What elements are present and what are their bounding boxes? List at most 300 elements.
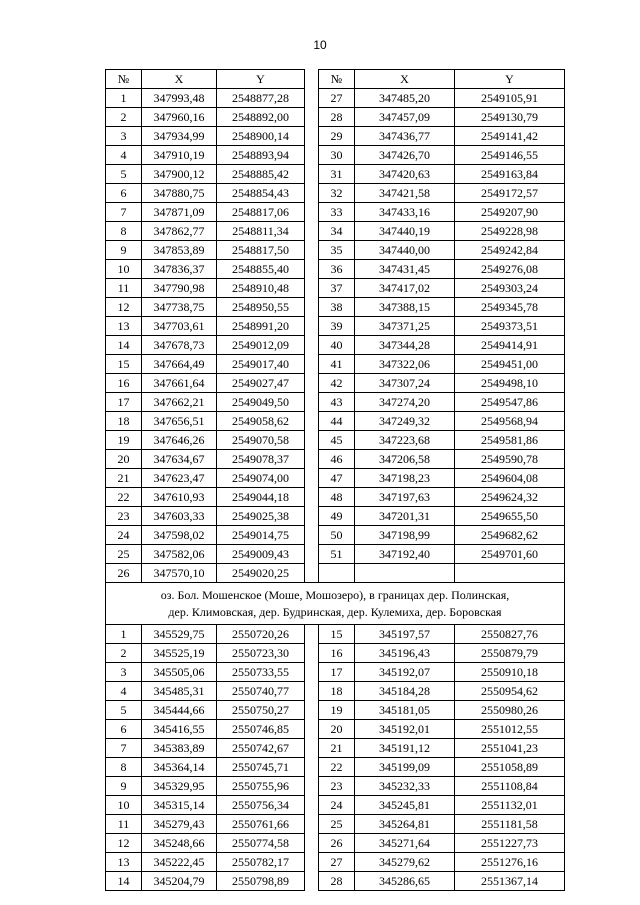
x-coordinate-left: 347634,67 <box>142 450 217 469</box>
x-coordinate-right: 345232,33 <box>355 777 455 796</box>
x-coordinate-left: 347853,89 <box>142 241 217 260</box>
y-coordinate-left: 2549017,40 <box>217 355 305 374</box>
table-row <box>106 469 565 488</box>
x-coordinate-left: 347610,93 <box>142 488 217 507</box>
table-header-row <box>106 70 565 89</box>
column-gap <box>305 70 319 89</box>
y-coordinate-left: 2550774,58 <box>217 834 305 853</box>
y-coordinate-right: 2549568,94 <box>455 412 565 431</box>
x-coordinate-left: 347910,19 <box>142 146 217 165</box>
point-number-right: 17 <box>319 663 355 682</box>
column-gap <box>305 108 319 127</box>
x-coordinate-right: 347485,20 <box>355 89 455 108</box>
x-coordinate-right: 345191,12 <box>355 739 455 758</box>
table-row <box>106 872 565 891</box>
point-number-right: 30 <box>319 146 355 165</box>
table-row <box>106 488 565 507</box>
y-coordinate-right: 2551108,84 <box>455 777 565 796</box>
y-coordinate-left: 2549020,25 <box>217 564 305 583</box>
x-coordinate-right: 345264,81 <box>355 815 455 834</box>
point-number-right: 27 <box>319 89 355 108</box>
y-coordinate-left: 2548950,55 <box>217 298 305 317</box>
point-number-left: 6 <box>106 720 142 739</box>
column-gap <box>305 184 319 203</box>
x-coordinate-right: 347436,77 <box>355 127 455 146</box>
y-coordinate-right: 2550954,62 <box>455 682 565 701</box>
y-coordinate-left: 2550746,85 <box>217 720 305 739</box>
table-row <box>106 739 565 758</box>
y-coordinate-left: 2550756,34 <box>217 796 305 815</box>
table-row <box>106 526 565 545</box>
point-number-left: 23 <box>106 507 142 526</box>
point-number-left: 3 <box>106 127 142 146</box>
point-number-left: 9 <box>106 241 142 260</box>
header-x-left: X <box>142 70 217 89</box>
point-number-right: 19 <box>319 701 355 720</box>
x-coordinate-left: 345279,43 <box>142 815 217 834</box>
y-coordinate-right: 2549207,90 <box>455 203 565 222</box>
point-number-left: 11 <box>106 279 142 298</box>
table-row <box>106 682 565 701</box>
x-coordinate-left: 347880,75 <box>142 184 217 203</box>
x-coordinate-right: 347440,00 <box>355 241 455 260</box>
x-coordinate-left: 345248,66 <box>142 834 217 853</box>
point-number-left: 21 <box>106 469 142 488</box>
y-coordinate-right: 2549414,91 <box>455 336 565 355</box>
point-number-right: 20 <box>319 720 355 739</box>
x-coordinate-left: 345525,19 <box>142 644 217 663</box>
y-coordinate-right: 2549242,84 <box>455 241 565 260</box>
y-coordinate-right: 2549451,00 <box>455 355 565 374</box>
point-number-right: 39 <box>319 317 355 336</box>
table-row <box>106 507 565 526</box>
point-number-right: 16 <box>319 644 355 663</box>
y-coordinate-left: 2548892,00 <box>217 108 305 127</box>
table-row <box>106 146 565 165</box>
point-number-left: 16 <box>106 374 142 393</box>
table-row <box>106 545 565 564</box>
x-coordinate-left: 345364,14 <box>142 758 217 777</box>
x-coordinate-right: 347223,68 <box>355 431 455 450</box>
y-coordinate-left: 2548900,14 <box>217 127 305 146</box>
x-coordinate-left: 347598,02 <box>142 526 217 545</box>
y-coordinate-left: 2550761,66 <box>217 815 305 834</box>
column-gap <box>305 165 319 184</box>
x-coordinate-right: 345197,57 <box>355 625 455 644</box>
point-number-left: 8 <box>106 222 142 241</box>
table-row <box>106 222 565 241</box>
point-number-left: 25 <box>106 545 142 564</box>
point-number-right: 22 <box>319 758 355 777</box>
x-coordinate-right: 347249,32 <box>355 412 455 431</box>
y-coordinate-left: 2550745,71 <box>217 758 305 777</box>
table-row <box>106 355 565 374</box>
y-coordinate-left: 2548855,40 <box>217 260 305 279</box>
point-number-left: 22 <box>106 488 142 507</box>
x-coordinate-left: 347570,10 <box>142 564 217 583</box>
x-coordinate-right: 345184,28 <box>355 682 455 701</box>
column-gap <box>305 298 319 317</box>
x-coordinate-right: 347420,63 <box>355 165 455 184</box>
x-coordinate-right: 347322,06 <box>355 355 455 374</box>
y-coordinate-left: 2549009,43 <box>217 545 305 564</box>
table-row <box>106 564 565 583</box>
column-gap <box>305 682 319 701</box>
table-row <box>106 834 565 853</box>
point-number-right: 27 <box>319 853 355 872</box>
y-coordinate-left: 2548811,34 <box>217 222 305 241</box>
table-row <box>106 625 565 644</box>
header-num-left: № <box>106 70 142 89</box>
table-row <box>106 127 565 146</box>
x-coordinate-right: 347417,02 <box>355 279 455 298</box>
x-coordinate-right: 345196,43 <box>355 644 455 663</box>
column-gap <box>305 777 319 796</box>
point-number-left: 6 <box>106 184 142 203</box>
point-number-left: 17 <box>106 393 142 412</box>
column-gap <box>305 260 319 279</box>
x-coordinate-left: 347662,21 <box>142 393 217 412</box>
table1-body <box>106 89 565 583</box>
x-coordinate-left: 347664,49 <box>142 355 217 374</box>
point-number-left: 7 <box>106 203 142 222</box>
column-gap <box>305 450 319 469</box>
point-number-left: 10 <box>106 796 142 815</box>
x-coordinate-right: 347388,15 <box>355 298 455 317</box>
table-row <box>106 815 565 834</box>
point-number-right: 15 <box>319 625 355 644</box>
header-num-right: № <box>319 70 355 89</box>
point-number-right: 47 <box>319 469 355 488</box>
point-number-left: 18 <box>106 412 142 431</box>
page-number: 10 <box>313 38 327 52</box>
y-coordinate-right: 2549146,55 <box>455 146 565 165</box>
column-gap <box>305 469 319 488</box>
y-coordinate-left: 2548854,43 <box>217 184 305 203</box>
x-coordinate-left: 345444,66 <box>142 701 217 720</box>
x-coordinate-left: 347603,33 <box>142 507 217 526</box>
point-number-right: 28 <box>319 108 355 127</box>
table-row <box>106 853 565 872</box>
y-coordinate-right: 2551181,58 <box>455 815 565 834</box>
point-number-left: 26 <box>106 564 142 583</box>
y-coordinate-right: 2550827,76 <box>455 625 565 644</box>
point-number-right: 40 <box>319 336 355 355</box>
point-number-left: 2 <box>106 644 142 663</box>
point-number-left: 14 <box>106 872 142 891</box>
point-number-right: 41 <box>319 355 355 374</box>
y-coordinate-left: 2550720,26 <box>217 625 305 644</box>
y-coordinate-right: 2551367,14 <box>455 872 565 891</box>
y-coordinate-right: 2549276,08 <box>455 260 565 279</box>
y-coordinate-left: 2550755,96 <box>217 777 305 796</box>
y-coordinate-left: 2550723,30 <box>217 644 305 663</box>
point-number-left: 24 <box>106 526 142 545</box>
point-number-left: 12 <box>106 298 142 317</box>
column-gap <box>305 758 319 777</box>
y-coordinate-right: 2551041,23 <box>455 739 565 758</box>
y-coordinate-left: 2548910,48 <box>217 279 305 298</box>
point-number-left: 3 <box>106 663 142 682</box>
x-coordinate-left: 347960,16 <box>142 108 217 127</box>
y-coordinate-left: 2549014,75 <box>217 526 305 545</box>
point-number-right: 34 <box>319 222 355 241</box>
point-number-right: 25 <box>319 815 355 834</box>
x-coordinate-right: 347197,63 <box>355 488 455 507</box>
y-coordinate-right <box>455 564 565 583</box>
y-coordinate-right: 2549105,91 <box>455 89 565 108</box>
point-number-left: 9 <box>106 777 142 796</box>
point-number-right: 28 <box>319 872 355 891</box>
x-coordinate-right: 347274,20 <box>355 393 455 412</box>
y-coordinate-right: 2551012,55 <box>455 720 565 739</box>
table-row <box>106 796 565 815</box>
y-coordinate-right: 2549130,79 <box>455 108 565 127</box>
column-gap <box>305 507 319 526</box>
x-coordinate-left: 347790,98 <box>142 279 217 298</box>
y-coordinate-right: 2550910,18 <box>455 663 565 682</box>
y-coordinate-left: 2548893,94 <box>217 146 305 165</box>
column-gap <box>305 374 319 393</box>
point-number-left: 13 <box>106 317 142 336</box>
x-coordinate-left: 347900,12 <box>142 165 217 184</box>
x-coordinate-right: 345192,07 <box>355 663 455 682</box>
point-number-left: 20 <box>106 450 142 469</box>
x-coordinate-left: 345505,06 <box>142 663 217 682</box>
y-coordinate-right: 2549345,78 <box>455 298 565 317</box>
point-number-right: 46 <box>319 450 355 469</box>
x-coordinate-left: 345383,89 <box>142 739 217 758</box>
x-coordinate-left: 347646,26 <box>142 431 217 450</box>
table-row <box>106 317 565 336</box>
column-gap <box>305 739 319 758</box>
column-gap <box>305 222 319 241</box>
point-number-right: 37 <box>319 279 355 298</box>
y-coordinate-left: 2549012,09 <box>217 336 305 355</box>
y-coordinate-right: 2549581,86 <box>455 431 565 450</box>
point-number-right: 31 <box>319 165 355 184</box>
y-coordinate-left: 2549027,47 <box>217 374 305 393</box>
x-coordinate-right: 347421,58 <box>355 184 455 203</box>
table-row <box>106 165 565 184</box>
table-row <box>106 298 565 317</box>
x-coordinate-right: 347198,99 <box>355 526 455 545</box>
column-gap <box>305 89 319 108</box>
column-gap <box>305 545 319 564</box>
column-gap <box>305 526 319 545</box>
y-coordinate-left: 2548817,50 <box>217 241 305 260</box>
x-coordinate-right: 345245,81 <box>355 796 455 815</box>
y-coordinate-left: 2549049,50 <box>217 393 305 412</box>
column-gap <box>305 663 319 682</box>
x-coordinate-right: 345279,62 <box>355 853 455 872</box>
point-number-right: 32 <box>319 184 355 203</box>
y-coordinate-left: 2548991,20 <box>217 317 305 336</box>
y-coordinate-right: 2549303,24 <box>455 279 565 298</box>
point-number-right: 44 <box>319 412 355 431</box>
x-coordinate-right: 345286,65 <box>355 872 455 891</box>
table-row <box>106 241 565 260</box>
point-number-left: 5 <box>106 165 142 184</box>
x-coordinate-right: 347440,19 <box>355 222 455 241</box>
point-number-left: 4 <box>106 146 142 165</box>
point-number-left: 10 <box>106 260 142 279</box>
table-row <box>106 393 565 412</box>
header-y-right: Y <box>455 70 565 89</box>
y-coordinate-right: 2549498,10 <box>455 374 565 393</box>
column-gap <box>305 815 319 834</box>
point-number-right: 36 <box>319 260 355 279</box>
x-coordinate-left: 347656,51 <box>142 412 217 431</box>
point-number-right: 38 <box>319 298 355 317</box>
x-coordinate-right: 347371,25 <box>355 317 455 336</box>
y-coordinate-left: 2549025,38 <box>217 507 305 526</box>
x-coordinate-right: 347431,45 <box>355 260 455 279</box>
point-number-right: 21 <box>319 739 355 758</box>
coordinates-table <box>105 69 565 891</box>
column-gap <box>305 203 319 222</box>
table-row <box>106 431 565 450</box>
section-heading-line-2: дер. Климовская, дер. Будринская, дер. Кулемиха, дер. Боровская <box>168 604 502 619</box>
x-coordinate-left: 347582,06 <box>142 545 217 564</box>
point-number-left: 8 <box>106 758 142 777</box>
x-coordinate-right: 347192,40 <box>355 545 455 564</box>
x-coordinate-right: 345271,64 <box>355 834 455 853</box>
section-heading-body <box>106 583 565 625</box>
y-coordinate-right: 2551132,01 <box>455 796 565 815</box>
y-coordinate-left: 2549044,18 <box>217 488 305 507</box>
column-gap <box>305 431 319 450</box>
point-number-right: 26 <box>319 834 355 853</box>
column-gap <box>305 488 319 507</box>
column-gap <box>305 279 319 298</box>
point-number-left: 5 <box>106 701 142 720</box>
x-coordinate-left: 347836,37 <box>142 260 217 279</box>
table-row <box>106 89 565 108</box>
point-number-right: 18 <box>319 682 355 701</box>
table-row <box>106 450 565 469</box>
column-gap <box>305 625 319 644</box>
column-gap <box>305 853 319 872</box>
y-coordinate-right: 2549163,84 <box>455 165 565 184</box>
y-coordinate-left: 2548817,06 <box>217 203 305 222</box>
header-y-left: Y <box>217 70 305 89</box>
y-coordinate-right: 2549141,42 <box>455 127 565 146</box>
x-coordinate-left: 345222,45 <box>142 853 217 872</box>
x-coordinate-right: 347198,23 <box>355 469 455 488</box>
table-row <box>106 279 565 298</box>
point-number-left: 11 <box>106 815 142 834</box>
y-coordinate-right: 2551058,89 <box>455 758 565 777</box>
column-gap <box>305 720 319 739</box>
point-number-right: 35 <box>319 241 355 260</box>
column-gap <box>305 872 319 891</box>
y-coordinate-left: 2550782,17 <box>217 853 305 872</box>
table-row <box>106 720 565 739</box>
y-coordinate-left: 2550733,55 <box>217 663 305 682</box>
column-gap <box>305 336 319 355</box>
point-number-right: 24 <box>319 796 355 815</box>
point-number-left: 15 <box>106 355 142 374</box>
point-number-left: 1 <box>106 89 142 108</box>
y-coordinate-right: 2549624,32 <box>455 488 565 507</box>
y-coordinate-left: 2549070,58 <box>217 431 305 450</box>
y-coordinate-left: 2548877,28 <box>217 89 305 108</box>
x-coordinate-left: 345315,14 <box>142 796 217 815</box>
column-gap <box>305 412 319 431</box>
y-coordinate-right: 2551227,73 <box>455 834 565 853</box>
y-coordinate-right: 2550879,79 <box>455 644 565 663</box>
x-coordinate-right: 347307,24 <box>355 374 455 393</box>
x-coordinate-left: 347678,73 <box>142 336 217 355</box>
point-number-right: 33 <box>319 203 355 222</box>
point-number-left: 7 <box>106 739 142 758</box>
column-gap <box>305 317 319 336</box>
y-coordinate-right: 2549547,86 <box>455 393 565 412</box>
table-row <box>106 108 565 127</box>
point-number-right: 29 <box>319 127 355 146</box>
section-heading-row <box>106 583 565 625</box>
table-row <box>106 663 565 682</box>
table-row <box>106 260 565 279</box>
y-coordinate-right: 2549701,60 <box>455 545 565 564</box>
column-gap <box>305 644 319 663</box>
y-coordinate-right: 2549590,78 <box>455 450 565 469</box>
column-gap <box>305 834 319 853</box>
y-coordinate-left: 2550798,89 <box>217 872 305 891</box>
x-coordinate-right: 347201,31 <box>355 507 455 526</box>
x-coordinate-right: 345181,05 <box>355 701 455 720</box>
table-row <box>106 336 565 355</box>
table-row <box>106 374 565 393</box>
column-gap <box>305 355 319 374</box>
y-coordinate-left: 2549058,62 <box>217 412 305 431</box>
column-gap <box>305 564 319 583</box>
point-number-right: 48 <box>319 488 355 507</box>
x-coordinate-right: 347457,09 <box>355 108 455 127</box>
y-coordinate-right: 2550980,26 <box>455 701 565 720</box>
table-row <box>106 203 565 222</box>
table-row <box>106 701 565 720</box>
x-coordinate-right: 345192,01 <box>355 720 455 739</box>
table-row <box>106 777 565 796</box>
point-number-right: 49 <box>319 507 355 526</box>
point-number-right: 42 <box>319 374 355 393</box>
x-coordinate-right <box>355 564 455 583</box>
y-coordinate-right: 2549172,57 <box>455 184 565 203</box>
y-coordinate-left: 2549078,37 <box>217 450 305 469</box>
x-coordinate-left: 345329,95 <box>142 777 217 796</box>
x-coordinate-left: 347661,64 <box>142 374 217 393</box>
point-number-right: 51 <box>319 545 355 564</box>
point-number-left: 13 <box>106 853 142 872</box>
y-coordinate-left: 2550750,27 <box>217 701 305 720</box>
header-x-right: X <box>355 70 455 89</box>
column-gap <box>305 796 319 815</box>
table-row <box>106 184 565 203</box>
point-number-left: 14 <box>106 336 142 355</box>
table2-body <box>106 625 565 891</box>
point-number-left: 12 <box>106 834 142 853</box>
y-coordinate-right: 2549655,50 <box>455 507 565 526</box>
column-gap <box>305 393 319 412</box>
y-coordinate-right: 2551276,16 <box>455 853 565 872</box>
y-coordinate-left: 2549074,00 <box>217 469 305 488</box>
x-coordinate-left: 345416,55 <box>142 720 217 739</box>
y-coordinate-right: 2549228,98 <box>455 222 565 241</box>
x-coordinate-left: 345485,31 <box>142 682 217 701</box>
y-coordinate-left: 2550740,77 <box>217 682 305 701</box>
